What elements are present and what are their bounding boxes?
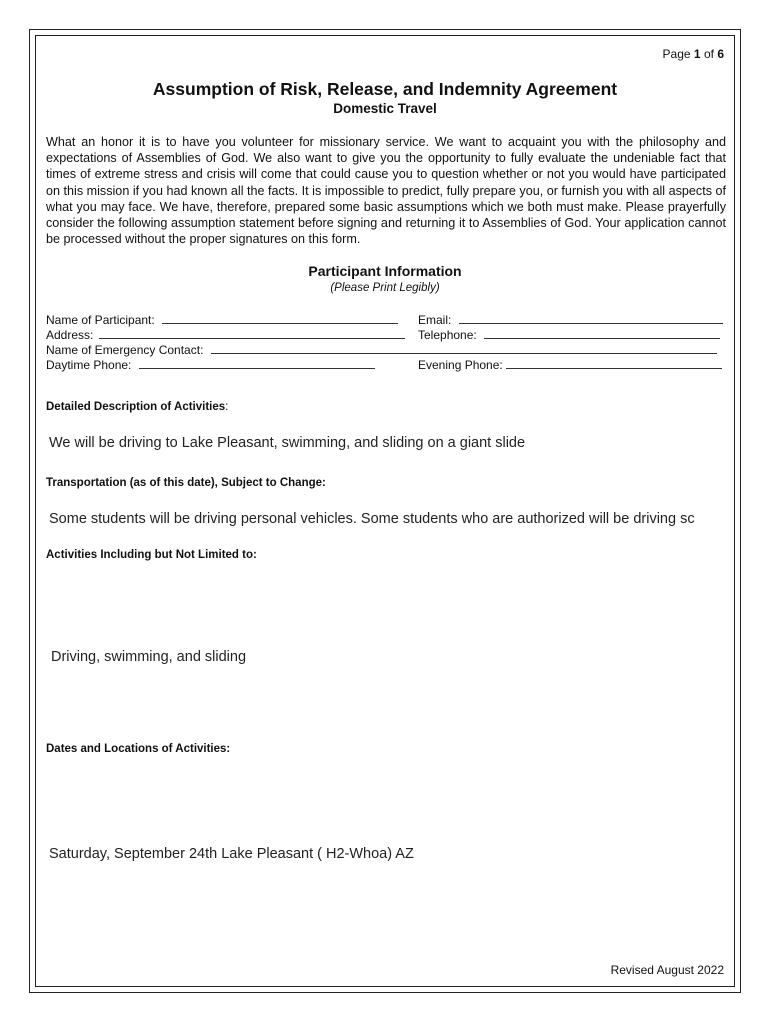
dates-locations-value[interactable]: Saturday, September 24th Lake Pleasant ( H2-Whoa) AZ bbox=[49, 846, 414, 862]
email-field[interactable]: Email: bbox=[418, 312, 723, 327]
document-title: Assumption of Risk, Release, and Indemnity Agreement bbox=[152, 79, 618, 99]
address-field[interactable]: Address: bbox=[46, 327, 405, 342]
participant-info-heading: Participant Information bbox=[308, 263, 462, 279]
participant-name-blank[interactable] bbox=[162, 312, 398, 324]
evening-phone-blank[interactable] bbox=[506, 357, 722, 369]
detailed-description-value[interactable]: We will be driving to Lake Pleasant, swimming, and sliding on a giant slide bbox=[49, 435, 526, 451]
emergency-contact-blank[interactable] bbox=[211, 342, 717, 354]
participant-name-field[interactable]: Name of Participant: bbox=[46, 312, 398, 327]
address-blank[interactable] bbox=[99, 327, 405, 339]
telephone-field[interactable]: Telephone: bbox=[418, 327, 720, 342]
daytime-phone-blank[interactable] bbox=[139, 357, 375, 369]
revision-note: Revised August 2022 bbox=[610, 963, 724, 977]
intro-paragraph: What an honor it is to have you volunteer for missionary service. We want to acquaint you with the philosophy and expectations of Assemblies of God. We also want to give you the opportunity to fully evaluate the undeniable fact that times of extreme stress and crisis will come that could cause you to question whether or not you would have participated on this mission if you had known all the facts. It is impossible to predict, fully prepare you, or furnish you with all aspects of what you may face. We have, therefore, prepared some basic assumptions which we both must make. Please prayerfully consider the following assumption statement before signing and returning it to Assemblies of God. Your application cannot be processed without the proper signatures on this form. bbox=[46, 135, 726, 247]
activities-value[interactable]: Driving, swimming, and sliding bbox=[51, 649, 247, 665]
detailed-description-label: Detailed Description of Activities: bbox=[46, 401, 229, 413]
evening-phone-field[interactable]: Evening Phone: bbox=[418, 357, 722, 372]
dates-locations-label: Dates and Locations of Activities: bbox=[46, 743, 231, 755]
activities-label: Activities Including but Not Limited to: bbox=[46, 549, 257, 561]
emergency-contact-field[interactable]: Name of Emergency Contact: bbox=[46, 342, 717, 357]
document-subtitle: Domestic Travel bbox=[333, 101, 437, 116]
current-page-number: 1 bbox=[693, 47, 701, 61]
page-indicator: Page 1 of 6 bbox=[662, 47, 724, 61]
telephone-blank[interactable] bbox=[484, 327, 720, 339]
daytime-phone-field[interactable]: Daytime Phone: bbox=[46, 357, 375, 372]
transportation-value[interactable]: Some students will be driving personal vehicles. Some students who are authorized will be driving sc bbox=[49, 511, 695, 527]
participant-info-subheading: (Please Print Legibly) bbox=[330, 282, 440, 294]
total-page-number: 6 bbox=[717, 47, 724, 61]
email-blank[interactable] bbox=[459, 312, 723, 324]
transportation-label: Transportation (as of this date), Subject to Change: bbox=[46, 477, 326, 489]
